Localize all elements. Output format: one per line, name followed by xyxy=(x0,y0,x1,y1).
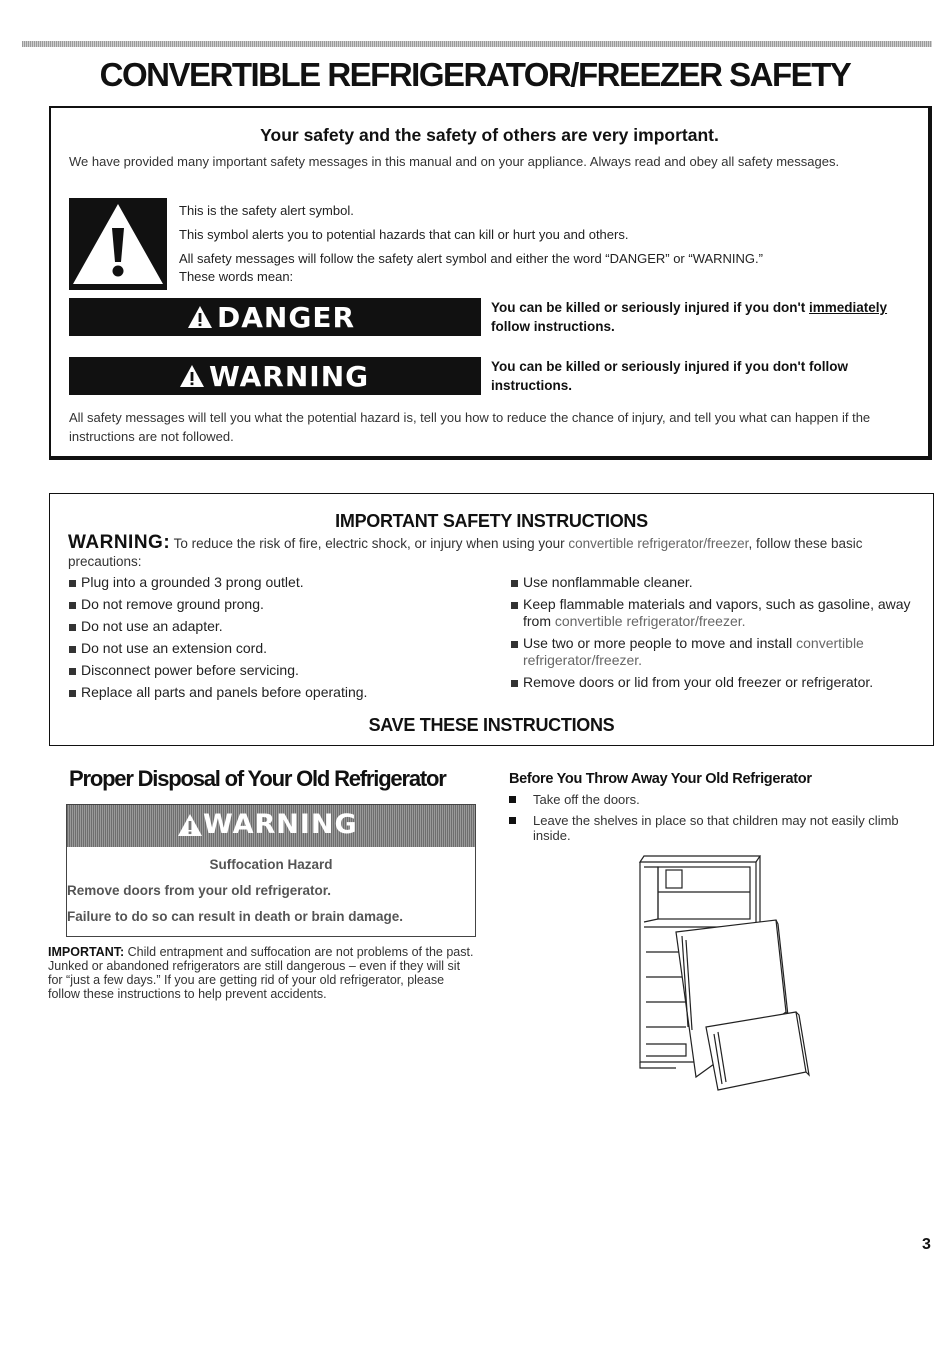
page-title: CONVERTIBLE REFRIGERATOR/FREEZER SAFETY xyxy=(99,56,851,93)
list-item: Plug into a grounded 3 prong outlet. xyxy=(68,574,488,591)
safety-box xyxy=(49,106,932,460)
danger-alert-icon xyxy=(187,305,213,329)
safety-intro: We have provided many important safety messages in this manual and on your appliance. Always read and obey all safety messages. xyxy=(69,154,840,169)
list-item: Remove doors or lid from your old freezer or refrigerator. xyxy=(510,674,920,691)
safety-alert-icon xyxy=(69,198,167,290)
important-note: IMPORTANT: Child entrapment and suffocation are not problems of the past. Junked or abandoned refrigerators are still dangerous – even if they will sit for “just a few days.” If you are getting rid of your old refrigerator, please follow these instructions to help prevent accidents. xyxy=(48,945,474,1001)
alert-line-1: This is the safety alert symbol. xyxy=(179,203,354,218)
warning-description: You can be killed or seriously injured if you don't follow instructions. xyxy=(491,359,848,393)
safety-heading: Your safety and the safety of others are very important. xyxy=(260,125,719,145)
before-throw-list xyxy=(509,792,934,849)
instructions-heading: IMPORTANT SAFETY INSTRUCTIONS xyxy=(335,511,648,531)
alert-line-4: These words mean: xyxy=(179,269,294,284)
danger-label: DANGER xyxy=(217,300,356,334)
hazard-line-1: Remove doors from your old refrigerator. xyxy=(67,883,332,898)
warning-alert-icon xyxy=(179,364,205,388)
danger-emphasis: immediately xyxy=(809,300,888,315)
list-item: Use nonflammable cleaner. xyxy=(510,574,920,591)
disposal-title: Proper Disposal of Your Old Refrigerator xyxy=(69,766,446,791)
list-item: Leave the shelves in place so that children may not easily climb inside. xyxy=(509,813,934,843)
hazard-line-2: Failure to do so can result in death or brain damage. xyxy=(67,909,404,924)
before-throw-title: Before You Throw Away Your Old Refrigerator xyxy=(509,771,812,787)
danger-signal xyxy=(69,298,481,336)
warning-label: WARNING xyxy=(209,359,370,393)
list-item: Do not use an extension cord. xyxy=(68,640,488,657)
page-number: 3 xyxy=(922,1236,931,1253)
list-item: Do not use an adapter. xyxy=(68,618,488,635)
instructions-box xyxy=(49,493,934,746)
suffocation-warning-panel xyxy=(66,804,476,937)
precautions-left-column xyxy=(68,574,488,701)
warning-label: WARNING xyxy=(203,809,358,840)
warning-alert-icon xyxy=(177,813,203,837)
warning-header xyxy=(67,805,475,847)
precautions-right-column xyxy=(510,574,920,691)
important-label: IMPORTANT: xyxy=(48,945,125,959)
alert-line-3: All safety messages will follow the safety alert symbol and either the word “DANGER” or “WARNING.” xyxy=(179,251,763,266)
refrigerator-illustration xyxy=(636,852,811,1097)
instructions-warning: WARNING: To reduce the risk of fire, electric shock, or injury when using your convertible refrigerator/freezer, follow these basic precautions: xyxy=(68,532,863,569)
alert-line-2: This symbol alerts you to potential hazards that can kill or hurt you and others. xyxy=(179,227,629,242)
warning-word: WARNING: xyxy=(68,532,171,553)
list-item: Keep flammable materials and vapors, such as gasoline, away from convertible refrigerator/freezer. xyxy=(510,596,920,630)
save-instructions: SAVE THESE INSTRUCTIONS xyxy=(368,715,615,735)
list-item: Take off the doors. xyxy=(509,792,934,807)
hazard-title: Suffocation Hazard xyxy=(209,857,333,872)
list-item: Do not remove ground prong. xyxy=(68,596,488,613)
list-item: Use two or more people to move and install convertible refrigerator/freezer. xyxy=(510,635,920,669)
warning-signal xyxy=(69,357,481,395)
list-item: Disconnect power before servicing. xyxy=(68,662,488,679)
safety-outro: All safety messages will tell you what the potential hazard is, tell you how to reduce the chance of injury, and tell you what can happen if the instructions are not followed. xyxy=(69,410,871,444)
header-rule xyxy=(22,41,932,47)
danger-description: You can be killed or seriously injured if you don't immediately follow instructions. xyxy=(491,300,888,334)
list-item: Replace all parts and panels before operating. xyxy=(68,684,488,701)
